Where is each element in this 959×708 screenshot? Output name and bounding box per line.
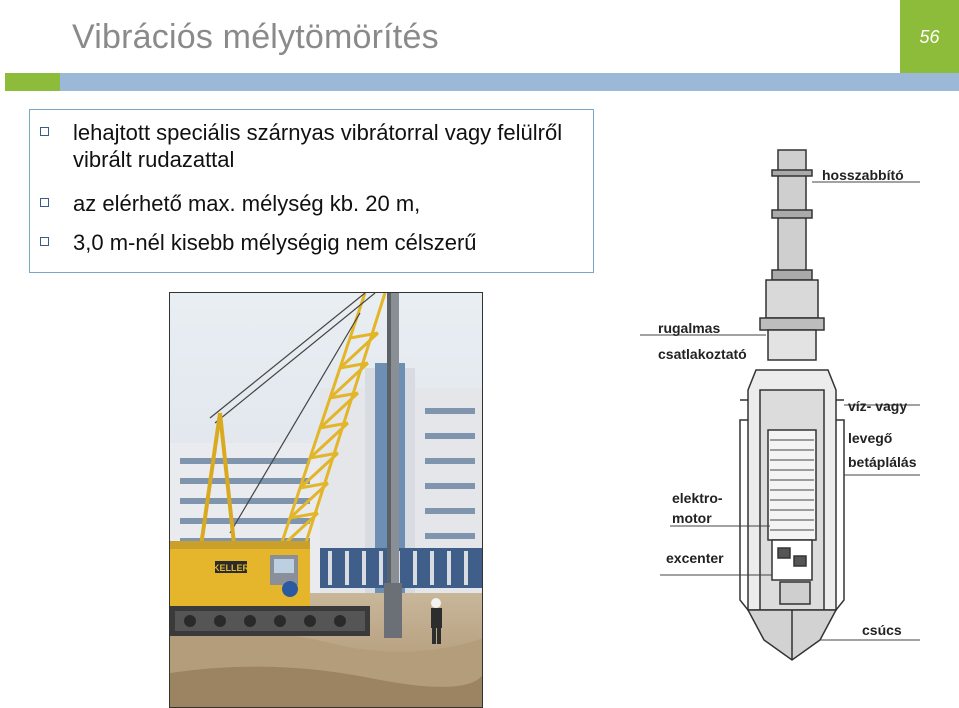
bullet-list-box: [29, 109, 594, 273]
label-electro: elektro-: [672, 490, 723, 506]
header-bar-accent: [5, 73, 60, 91]
page-number: 56: [919, 26, 940, 47]
label-coupling: csatlakoztató: [658, 346, 747, 362]
checkbox-bullet-icon: [40, 198, 50, 208]
crane-brand-label: KELLER: [213, 563, 249, 573]
bullet-text: 3,0 m-nél kisebb mélységig nem célszerű: [73, 230, 477, 255]
bullet-text: az elérhető max. mélység kb. 20 m,: [73, 191, 421, 216]
label-elastic: rugalmas: [658, 320, 721, 336]
label-tip: csúcs: [862, 622, 902, 638]
label-feed: betáplálás: [848, 454, 917, 470]
header-bar: [60, 73, 959, 91]
label-air: levegő: [848, 430, 893, 446]
bullet-item: [40, 190, 580, 217]
vibroflot-diagram: [620, 130, 950, 670]
checkbox-bullet-icon: [40, 127, 50, 137]
bullet-item: [40, 119, 580, 173]
label-water-or: víz- vagy: [848, 398, 908, 414]
slide-title: Vibrációs mélytömörítés: [72, 18, 439, 56]
construction-site-photo: [169, 292, 483, 708]
bullet-text: lehajtott speciális szárnyas vibrátorral vagy felülről vibrált rudazattal: [73, 120, 563, 172]
label-eccentric: excenter: [666, 550, 724, 566]
bullet-item: [40, 229, 580, 256]
crane-photo-illustration: [170, 293, 483, 708]
checkbox-bullet-icon: [40, 237, 50, 247]
label-extension: hosszabbító: [822, 167, 904, 183]
label-motor: motor: [672, 510, 712, 526]
page-number-badge: [900, 0, 959, 74]
